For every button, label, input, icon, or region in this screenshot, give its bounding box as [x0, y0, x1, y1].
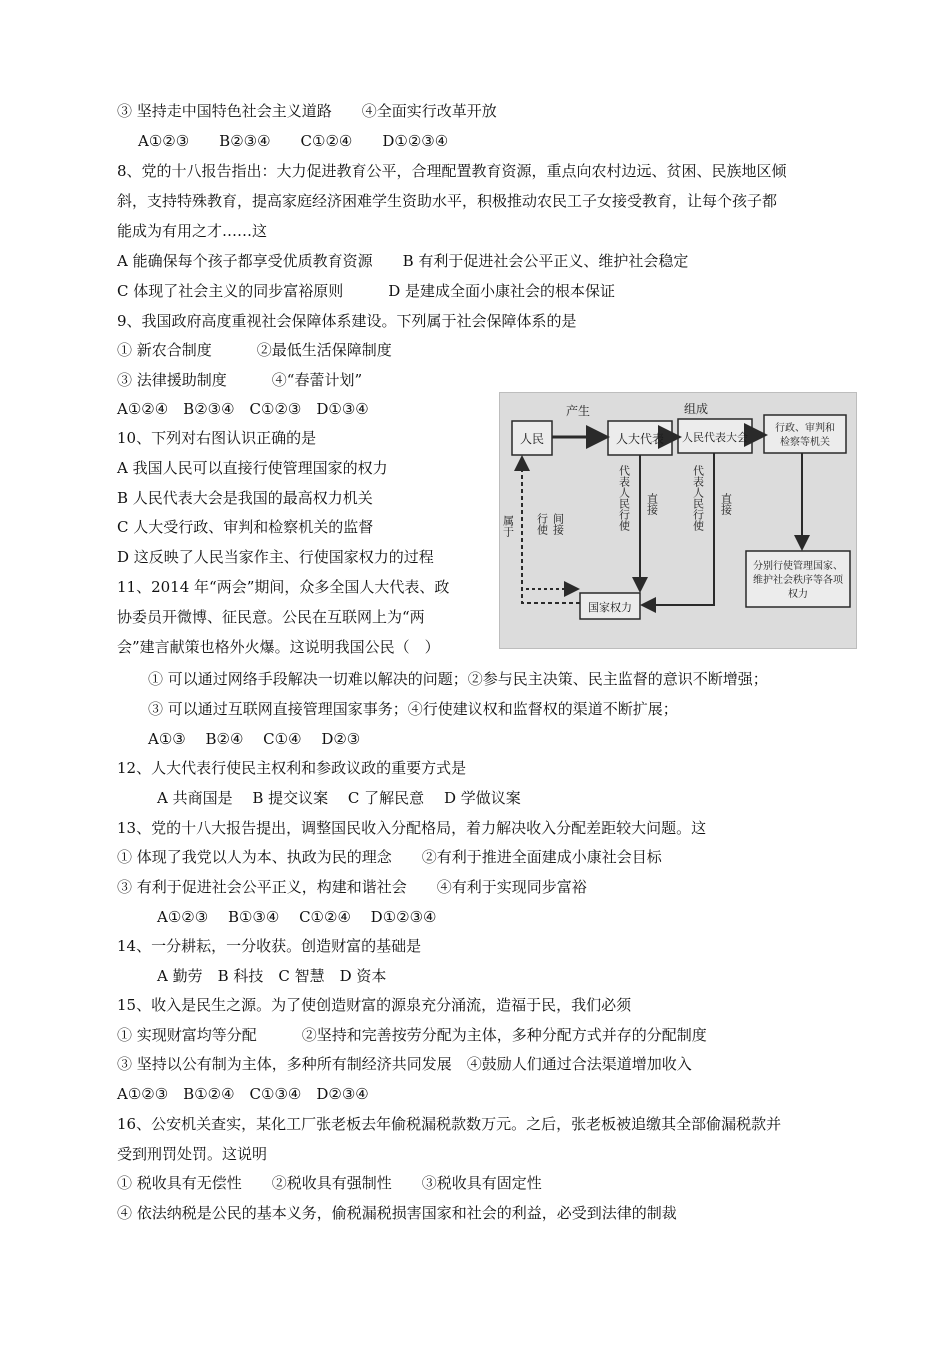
state-power-diagram — [499, 392, 857, 649]
question-11-option: ③ 可以通过互联网直接管理国家事务；④行使建议权和监督权的渠道不断扩展； — [148, 700, 678, 718]
question-8-choice-ab: A 能确保每个孩子都享受优质教育资源 B 有利于促进社会公平正义、维护社会稳定 — [117, 252, 689, 270]
label-separate-powers-1: 分别行使管理国家、 — [753, 561, 843, 572]
question-10-choice-d: D 这反映了人民当家作主、行使国家权力的过程 — [117, 548, 434, 566]
question-8-stem: 斜，支持特殊教育，提高家庭经济困难学生资助水平，积极推动农民工子女接受教育，让每个孩子都 — [117, 192, 778, 210]
question-15-stem: 15、收入是民生之源。为了使创造财富的源泉充分涌流，造福于民，我们必须 — [117, 996, 632, 1014]
question-10-choice-c: C 人大受行政、审判和检察机关的监督 — [117, 518, 374, 536]
question-16-stem: 16、公安机关查实，某化工厂张老板去年偷税漏税款数万元。之后，张老板被追缴其全部偷漏税款并 — [117, 1115, 782, 1133]
question-14-answer-choices: A 勤劳 B 科技 C 智慧 D 资本 — [157, 967, 387, 985]
question-10-stem: 10、下列对右图认识正确的是 — [117, 429, 317, 447]
label-direct: 直接 — [645, 493, 659, 515]
label-compose: 组成 — [683, 402, 709, 416]
label-belong-vertical — [502, 515, 515, 537]
label-npc-deputies: 人大代表 — [615, 432, 665, 446]
question-11-stem: 11、2014 年“两会”期间，众多全国人大代表、政 — [117, 578, 450, 596]
label-represent: 代表人民行使 — [617, 465, 631, 531]
question-14-stem: 14、一分耕耘，一分收获。创造财富的基础是 — [117, 937, 422, 955]
label-indirect: 间接 — [551, 513, 565, 535]
question-15-option: ③ 坚持以公有制为主体，多种所有制经济共同发展 ④鼓励人们通过合法渠道增加收入 — [117, 1055, 692, 1073]
label-people: 人民 — [519, 432, 545, 446]
label-peoples-congress: 人民代表大会 — [682, 431, 748, 444]
question-15-option: ① 实现财富均等分配 ②坚持和完善按劳分配为主体，多种分配方式并存的分配制度 — [117, 1026, 707, 1044]
question-11-stem: 协委员开微博、征民意。公民在互联网上为“两 — [117, 608, 425, 626]
label-separate-powers-3: 权力 — [788, 589, 808, 600]
label-belong: 属于 — [501, 515, 515, 537]
question-7-options-text: ③ 坚持走中国特色社会主义道路 ④全面实行改革开放 — [117, 102, 497, 120]
label-exercise: 行使 — [535, 513, 549, 535]
question-11-answer-choices: A①③ B②④ C①④ D②③ — [148, 730, 361, 748]
question-12-answer-choices: A 共商国是 B 提交议案 C 了解民意 D 学做议案 — [157, 789, 521, 807]
question-8-stem: 能成为有用之才……这 — [117, 222, 268, 240]
label-represent-2: 代表人民行使 — [691, 465, 705, 531]
question-9-option: ① 新农合制度 ②最低生活保障制度 — [117, 341, 392, 359]
question-11-stem: 会”建言献策也格外火爆。这说明我国公民（ ） — [117, 638, 440, 656]
question-8-stem: 8、党的十八报告指出：大力促进教育公平，合理配置教育资源，重点向农村边远、贫困、民族地区倾 — [117, 162, 787, 180]
question-10-choice-a: A 我国人民可以直接行使管理国家的权力 — [117, 459, 388, 477]
question-12-stem: 12、人大代表行使民主权利和参政议政的重要方式是 — [117, 759, 467, 777]
question-16-option: ④ 依法纳税是公民的基本义务，偷税漏税损害国家和社会的利益，必受到法律的制裁 — [117, 1204, 677, 1222]
label-admin-organs-2: 检察等机关 — [780, 437, 830, 448]
diagram-svg — [500, 393, 856, 648]
question-13-option: ③ 有利于促进社会公平正义，构建和谐社会 ④有利于实现同步富裕 — [117, 878, 587, 896]
question-16-option: ① 税收具有无偿性 ②税收具有强制性 ③税收具有固定性 — [117, 1174, 542, 1192]
question-8-choice-cd: C 体现了社会主义的同步富裕原则 D 是建成全面小康社会的根本保证 — [117, 282, 616, 300]
question-13-stem: 13、党的十八大报告提出，调整国民收入分配格局，着力解决收入分配差距较大问题。这 — [117, 819, 707, 837]
question-13-option: ① 体现了我党以人为本、执政为民的理念 ②有利于推进全面建成小康社会目标 — [117, 848, 662, 866]
question-13-answer-choices: A①②③ B①③④ C①②④ D①②③④ — [157, 908, 437, 926]
question-7-answer-choices: A①②③ B②③④ C①②④ D①②③④ — [138, 132, 449, 150]
label-direct-2: 直接 — [719, 493, 733, 515]
question-9-answer-choices: A①②④ B②③④ C①②③ D①③④ — [117, 400, 369, 418]
question-16-stem: 受到刑罚处罚。这说明 — [117, 1145, 268, 1163]
question-11-option: ① 可以通过网络手段解决一切难以解决的问题；②参与民主决策、民主监督的意识不断增强； — [148, 670, 768, 688]
label-separate-powers-2: 维护社会秩序等各项 — [753, 575, 843, 586]
question-9-option: ③ 法律援助制度 ④“春蕾计划” — [117, 371, 363, 389]
question-10-choice-b: B 人民代表大会是我国的最高权力机关 — [117, 489, 373, 507]
label-state-power: 国家权力 — [588, 601, 632, 614]
question-15-answer-choices: A①②③ B①②④ C①③④ D②③④ — [117, 1085, 369, 1103]
label-admin-organs-1: 行政、审判和 — [775, 423, 835, 434]
label-produce: 产生 — [565, 404, 591, 418]
question-9-stem: 9、我国政府高度重视社会保障体系建设。下列属于社会保障体系的是 — [117, 312, 577, 330]
